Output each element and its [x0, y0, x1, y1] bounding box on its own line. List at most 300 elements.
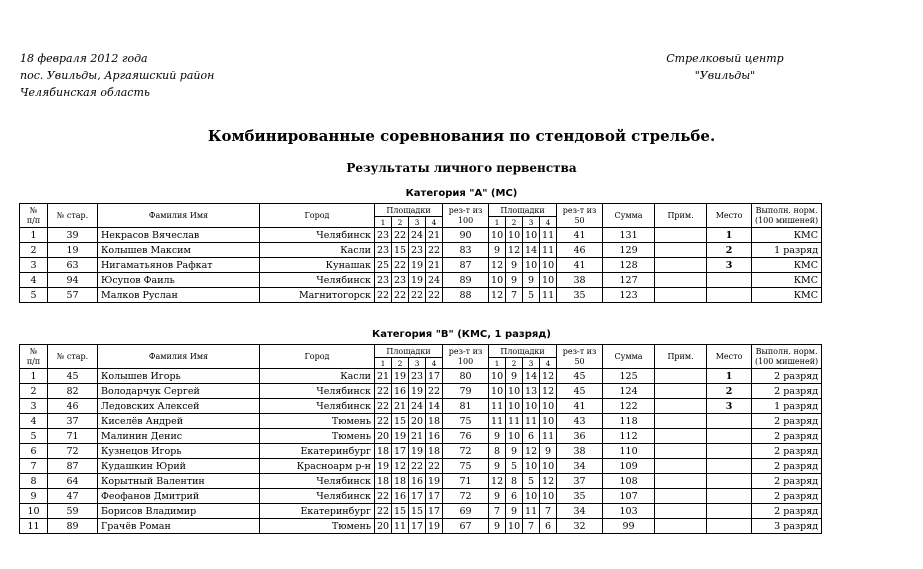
row-athlete-name: Юсупов Фаиль — [98, 273, 260, 288]
row-result-50: 41 — [557, 228, 603, 243]
row-note — [655, 489, 707, 504]
row-platform-a-score: 20 — [375, 429, 392, 444]
table-row — [20, 444, 822, 459]
row-platform-b-score: 11 — [523, 414, 540, 429]
row-result-50: 34 — [557, 459, 603, 474]
row-start-number: 64 — [48, 474, 98, 489]
row-platform-b-score: 11 — [540, 243, 557, 258]
row-city: Тюмень — [260, 429, 375, 444]
row-sum: 127 — [603, 273, 655, 288]
row-platform-b-score: 9 — [489, 519, 506, 534]
row-start-number: 39 — [48, 228, 98, 243]
row-place — [707, 288, 752, 303]
col-norm-top: Выполн. норм. — [755, 346, 818, 356]
row-platform-b-score: 12 — [489, 474, 506, 489]
platform-b-p4-header: 4 — [540, 217, 557, 228]
event-info — [20, 50, 214, 101]
row-start-number: 87 — [48, 459, 98, 474]
row-platform-a-score: 22 — [409, 288, 426, 303]
table-row — [20, 414, 822, 429]
table-row — [20, 399, 822, 414]
row-platform-b-score: 9 — [506, 273, 523, 288]
row-platform-b-score: 9 — [489, 243, 506, 258]
row-platform-b-score: 11 — [540, 228, 557, 243]
row-place — [707, 414, 752, 429]
row-platform-b-score: 8 — [489, 444, 506, 459]
row-city: Красноарм р-н — [260, 459, 375, 474]
col-note-header: Прим. — [655, 345, 707, 369]
row-start-number: 72 — [48, 444, 98, 459]
col-place-header: Место — [707, 345, 752, 369]
row-platform-b-score: 9 — [506, 444, 523, 459]
results-table-category-b — [19, 344, 822, 534]
platform-b-p1-header: 1 — [489, 358, 506, 369]
table-header-row — [20, 345, 822, 358]
row-sum: 125 — [603, 369, 655, 384]
row-place — [707, 474, 752, 489]
row-sum: 103 — [603, 504, 655, 519]
row-num: 1 — [20, 369, 48, 384]
row-city: Челябинск — [260, 384, 375, 399]
row-city: Екатеринбург — [260, 444, 375, 459]
row-platform-a-score: 16 — [426, 429, 443, 444]
row-result-100: 72 — [443, 444, 489, 459]
row-platform-a-score: 19 — [409, 444, 426, 459]
row-platform-a-score: 22 — [426, 243, 443, 258]
row-platform-a-score: 11 — [392, 519, 409, 534]
row-city: Челябинск — [260, 474, 375, 489]
row-athlete-name: Корытный Валентин — [98, 474, 260, 489]
row-athlete-name: Киселёв Андрей — [98, 414, 260, 429]
table-row — [20, 429, 822, 444]
col-res100-bottom: 100 — [457, 215, 474, 225]
row-norm: КМС — [752, 228, 822, 243]
row-norm: 2 разряд — [752, 444, 822, 459]
row-platform-b-score: 12 — [523, 444, 540, 459]
row-city: Магнитогорск — [260, 288, 375, 303]
row-result-50: 32 — [557, 519, 603, 534]
row-place — [707, 519, 752, 534]
row-platform-a-score: 15 — [392, 243, 409, 258]
col-city-header: Город — [260, 204, 375, 228]
row-city: Тюмень — [260, 519, 375, 534]
table-row — [20, 243, 822, 258]
row-start-number: 46 — [48, 399, 98, 414]
col-sum-header: Сумма — [603, 204, 655, 228]
col-res50-header — [557, 204, 603, 228]
row-city: Тюмень — [260, 414, 375, 429]
row-athlete-name: Грачёв Роман — [98, 519, 260, 534]
row-platform-b-score: 10 — [523, 258, 540, 273]
row-platform-b-score: 10 — [540, 489, 557, 504]
row-platform-b-score: 10 — [540, 258, 557, 273]
row-result-50: 34 — [557, 504, 603, 519]
col-num-header — [20, 345, 48, 369]
row-sum: 109 — [603, 459, 655, 474]
row-platform-b-score: 10 — [506, 228, 523, 243]
row-platform-b-score: 9 — [489, 489, 506, 504]
col-norm-bottom: (100 мишеней) — [754, 356, 819, 366]
table-row — [20, 228, 822, 243]
row-city: Екатеринбург — [260, 504, 375, 519]
row-platform-a-score: 20 — [409, 414, 426, 429]
row-platform-a-score: 22 — [392, 258, 409, 273]
page-subtitle: Результаты личного первенства — [346, 161, 577, 175]
row-platform-a-score: 22 — [375, 384, 392, 399]
row-norm: 1 разряд — [752, 243, 822, 258]
row-platform-a-score: 23 — [375, 243, 392, 258]
row-platform-a-score: 17 — [409, 519, 426, 534]
platform-a-p2-header: 2 — [392, 217, 409, 228]
row-platform-b-score: 9 — [489, 429, 506, 444]
row-platform-b-score: 6 — [506, 489, 523, 504]
row-platform-b-score: 10 — [540, 273, 557, 288]
row-place — [707, 504, 752, 519]
row-platform-a-score: 22 — [392, 228, 409, 243]
col-res100-header — [443, 204, 489, 228]
platform-b-p1-header: 1 — [489, 217, 506, 228]
row-platform-b-score: 10 — [540, 414, 557, 429]
row-platform-b-score: 7 — [523, 519, 540, 534]
row-athlete-name: Некрасов Вячеслав — [98, 228, 260, 243]
platform-a-p4-header: 4 — [426, 217, 443, 228]
row-result-50: 35 — [557, 489, 603, 504]
col-res50-header — [557, 345, 603, 369]
row-sum: 128 — [603, 258, 655, 273]
row-note — [655, 258, 707, 273]
row-place: 3 — [707, 258, 752, 273]
row-platform-a-score: 15 — [392, 414, 409, 429]
row-result-100: 76 — [443, 429, 489, 444]
row-sum: 124 — [603, 384, 655, 399]
table-header-row — [20, 204, 822, 217]
row-num: 10 — [20, 504, 48, 519]
row-platform-a-score: 16 — [392, 384, 409, 399]
row-platform-b-score: 10 — [506, 399, 523, 414]
row-platform-b-score: 10 — [489, 384, 506, 399]
row-platform-a-score: 24 — [409, 228, 426, 243]
venue-line-1: Стрелковый центр — [666, 52, 784, 65]
row-platform-a-score: 17 — [392, 444, 409, 459]
col-num-bottom: п/п — [26, 215, 41, 225]
row-platform-a-score: 22 — [426, 384, 443, 399]
row-platform-a-score: 21 — [392, 399, 409, 414]
row-sum: 118 — [603, 414, 655, 429]
row-place: 1 — [707, 369, 752, 384]
row-sum: 108 — [603, 474, 655, 489]
row-athlete-name: Володарчук Сергей — [98, 384, 260, 399]
row-platform-a-score: 12 — [392, 459, 409, 474]
row-platform-a-score: 18 — [392, 474, 409, 489]
col-start-header: № стар. — [48, 345, 98, 369]
table-row — [20, 369, 822, 384]
row-note — [655, 414, 707, 429]
row-platform-b-score: 10 — [489, 228, 506, 243]
row-start-number: 63 — [48, 258, 98, 273]
col-res50-bottom: 50 — [574, 356, 585, 366]
row-result-50: 46 — [557, 243, 603, 258]
row-platform-a-score: 19 — [392, 429, 409, 444]
row-sum: 123 — [603, 288, 655, 303]
row-place — [707, 273, 752, 288]
row-platform-a-score: 17 — [426, 489, 443, 504]
row-num: 3 — [20, 399, 48, 414]
row-place: 1 — [707, 228, 752, 243]
row-norm: 2 разряд — [752, 414, 822, 429]
row-result-50: 38 — [557, 444, 603, 459]
row-norm: 2 разряд — [752, 369, 822, 384]
platform-b-p4-header: 4 — [540, 358, 557, 369]
row-platform-a-score: 23 — [409, 369, 426, 384]
row-athlete-name: Ледовских Алексей — [98, 399, 260, 414]
col-res50-bottom: 50 — [574, 215, 585, 225]
row-platform-a-score: 18 — [426, 414, 443, 429]
table-row — [20, 384, 822, 399]
row-platform-a-score: 18 — [375, 444, 392, 459]
row-platform-b-score: 11 — [489, 399, 506, 414]
row-platform-b-score: 10 — [540, 399, 557, 414]
col-norm-header — [752, 204, 822, 228]
row-norm: 2 разряд — [752, 384, 822, 399]
row-platform-b-score: 10 — [506, 429, 523, 444]
col-note-header: Прим. — [655, 204, 707, 228]
row-start-number: 57 — [48, 288, 98, 303]
row-platform-a-score: 21 — [409, 429, 426, 444]
row-platform-b-score: 14 — [523, 243, 540, 258]
row-num: 5 — [20, 288, 48, 303]
row-platform-b-score: 12 — [506, 243, 523, 258]
event-date: 18 февраля 2012 года — [20, 52, 148, 65]
row-note — [655, 243, 707, 258]
row-athlete-name: Колышев Максим — [98, 243, 260, 258]
row-num: 4 — [20, 414, 48, 429]
row-platform-a-score: 22 — [375, 399, 392, 414]
row-platform-b-score: 13 — [523, 384, 540, 399]
venue-line-2: "Увильды" — [694, 69, 756, 82]
row-platform-b-score: 11 — [506, 414, 523, 429]
col-num-header — [20, 204, 48, 228]
row-result-100: 67 — [443, 519, 489, 534]
row-norm: 2 разряд — [752, 459, 822, 474]
row-note — [655, 504, 707, 519]
row-platform-b-score: 9 — [523, 273, 540, 288]
row-platform-a-score: 15 — [392, 504, 409, 519]
col-res100-top: рез-т из — [448, 346, 483, 356]
row-place: 2 — [707, 384, 752, 399]
row-city: Челябинск — [260, 399, 375, 414]
row-platform-b-score: 7 — [489, 504, 506, 519]
platform-a-p1-header: 1 — [375, 358, 392, 369]
row-num: 1 — [20, 228, 48, 243]
row-note — [655, 474, 707, 489]
row-result-100: 72 — [443, 489, 489, 504]
row-place: 2 — [707, 243, 752, 258]
row-place — [707, 489, 752, 504]
row-platform-a-score: 19 — [426, 474, 443, 489]
row-platform-a-score: 19 — [409, 273, 426, 288]
platform-b-p2-header: 2 — [506, 358, 523, 369]
row-platform-b-score: 11 — [489, 414, 506, 429]
row-note — [655, 369, 707, 384]
row-athlete-name: Малков Руслан — [98, 288, 260, 303]
platform-a-p3-header: 3 — [409, 358, 426, 369]
row-platform-a-score: 23 — [392, 273, 409, 288]
row-platform-a-score: 22 — [375, 489, 392, 504]
row-norm: 2 разряд — [752, 489, 822, 504]
row-platform-b-score: 9 — [540, 444, 557, 459]
col-norm-bottom: (100 мишеней) — [754, 215, 819, 225]
row-platform-a-score: 22 — [392, 288, 409, 303]
row-note — [655, 444, 707, 459]
platform-b-p3-header: 3 — [523, 217, 540, 228]
row-result-100: 81 — [443, 399, 489, 414]
col-platforms-a-header: Площадки — [375, 345, 443, 358]
row-platform-b-score: 10 — [523, 489, 540, 504]
row-platform-b-score: 10 — [506, 384, 523, 399]
row-athlete-name: Феофанов Дмитрий — [98, 489, 260, 504]
col-sum-header: Сумма — [603, 345, 655, 369]
row-platform-a-score: 18 — [426, 444, 443, 459]
col-norm-header — [752, 345, 822, 369]
col-start-header: № стар. — [48, 204, 98, 228]
row-start-number: 59 — [48, 504, 98, 519]
row-platform-b-score: 10 — [523, 399, 540, 414]
platform-a-p3-header: 3 — [409, 217, 426, 228]
platform-b-p2-header: 2 — [506, 217, 523, 228]
row-platform-b-score: 6 — [523, 429, 540, 444]
col-platforms-a-header: Площадки — [375, 204, 443, 217]
event-location: пос. Увильды, Аргаяшский район — [20, 69, 215, 82]
row-platform-b-score: 8 — [506, 474, 523, 489]
table-row — [20, 273, 822, 288]
col-res50-top: рез-т из — [562, 205, 597, 215]
row-note — [655, 399, 707, 414]
row-platform-a-score: 16 — [392, 489, 409, 504]
row-platform-a-score: 19 — [426, 519, 443, 534]
row-sum: 99 — [603, 519, 655, 534]
row-result-100: 69 — [443, 504, 489, 519]
row-result-50: 45 — [557, 369, 603, 384]
row-platform-b-score: 11 — [523, 504, 540, 519]
row-athlete-name: Нигаматьянов Рафкат — [98, 258, 260, 273]
row-result-50: 41 — [557, 258, 603, 273]
platform-a-p4-header: 4 — [426, 358, 443, 369]
col-num-bottom: п/п — [26, 356, 41, 366]
col-res100-bottom: 100 — [457, 356, 474, 366]
row-start-number: 47 — [48, 489, 98, 504]
row-platform-a-score: 23 — [409, 243, 426, 258]
row-start-number: 19 — [48, 243, 98, 258]
row-platform-a-score: 15 — [409, 504, 426, 519]
row-city: Челябинск — [260, 489, 375, 504]
row-sum: 129 — [603, 243, 655, 258]
row-platform-a-score: 25 — [375, 258, 392, 273]
row-platform-b-score: 10 — [506, 519, 523, 534]
row-num: 3 — [20, 258, 48, 273]
row-platform-b-score: 7 — [506, 288, 523, 303]
row-platform-a-score: 19 — [375, 459, 392, 474]
category-b-title: Категория "В" (КМС, 1 разряд) — [372, 329, 551, 340]
row-num: 4 — [20, 273, 48, 288]
row-platform-b-score: 5 — [523, 474, 540, 489]
row-athlete-name: Кузнецов Игорь — [98, 444, 260, 459]
row-note — [655, 459, 707, 474]
row-platform-b-score: 7 — [540, 504, 557, 519]
row-result-50: 41 — [557, 399, 603, 414]
row-norm: КМС — [752, 273, 822, 288]
row-note — [655, 384, 707, 399]
row-num: 2 — [20, 243, 48, 258]
row-platform-a-score: 22 — [426, 288, 443, 303]
row-start-number: 45 — [48, 369, 98, 384]
row-start-number: 82 — [48, 384, 98, 399]
row-platform-a-score: 22 — [375, 414, 392, 429]
col-norm-top: Выполн. норм. — [755, 205, 818, 215]
col-city-header: Город — [260, 345, 375, 369]
row-norm: 2 разряд — [752, 429, 822, 444]
row-platform-b-score: 10 — [523, 228, 540, 243]
col-place-header: Место — [707, 204, 752, 228]
row-platform-b-score: 10 — [489, 273, 506, 288]
venue-info — [600, 50, 850, 84]
row-result-100: 79 — [443, 384, 489, 399]
row-platform-a-score: 16 — [409, 474, 426, 489]
row-result-50: 37 — [557, 474, 603, 489]
row-platform-b-score: 5 — [523, 288, 540, 303]
col-platforms-b-header: Площадки — [489, 345, 557, 358]
row-athlete-name: Кудашкин Юрий — [98, 459, 260, 474]
row-num: 7 — [20, 459, 48, 474]
row-result-100: 83 — [443, 243, 489, 258]
row-city: Касли — [260, 243, 375, 258]
row-num: 5 — [20, 429, 48, 444]
row-athlete-name: Малинин Денис — [98, 429, 260, 444]
col-num-top: № — [29, 205, 38, 215]
row-place — [707, 429, 752, 444]
row-num: 2 — [20, 384, 48, 399]
table-row — [20, 258, 822, 273]
row-platform-b-score: 6 — [540, 519, 557, 534]
row-start-number: 37 — [48, 414, 98, 429]
row-platform-b-score: 12 — [540, 369, 557, 384]
row-place — [707, 444, 752, 459]
row-num: 9 — [20, 489, 48, 504]
row-platform-a-score: 22 — [426, 459, 443, 474]
row-result-100: 75 — [443, 459, 489, 474]
row-result-100: 90 — [443, 228, 489, 243]
row-athlete-name: Колышев Игорь — [98, 369, 260, 384]
row-platform-b-score: 12 — [489, 258, 506, 273]
row-athlete-name: Борисов Владимир — [98, 504, 260, 519]
row-platform-a-score: 21 — [426, 258, 443, 273]
row-platform-a-score: 21 — [426, 228, 443, 243]
col-res100-header — [443, 345, 489, 369]
row-platform-a-score: 14 — [426, 399, 443, 414]
row-start-number: 71 — [48, 429, 98, 444]
row-platform-a-score: 24 — [426, 273, 443, 288]
row-platform-b-score: 9 — [489, 459, 506, 474]
table-row — [20, 474, 822, 489]
table-row — [20, 489, 822, 504]
row-platform-a-score: 19 — [392, 369, 409, 384]
row-platform-b-score: 11 — [540, 429, 557, 444]
row-result-50: 45 — [557, 384, 603, 399]
page-title: Комбинированные соревнования по стендовой стрельбе. — [207, 127, 716, 145]
platform-a-p1-header: 1 — [375, 217, 392, 228]
row-sum: 110 — [603, 444, 655, 459]
row-result-50: 43 — [557, 414, 603, 429]
row-note — [655, 288, 707, 303]
